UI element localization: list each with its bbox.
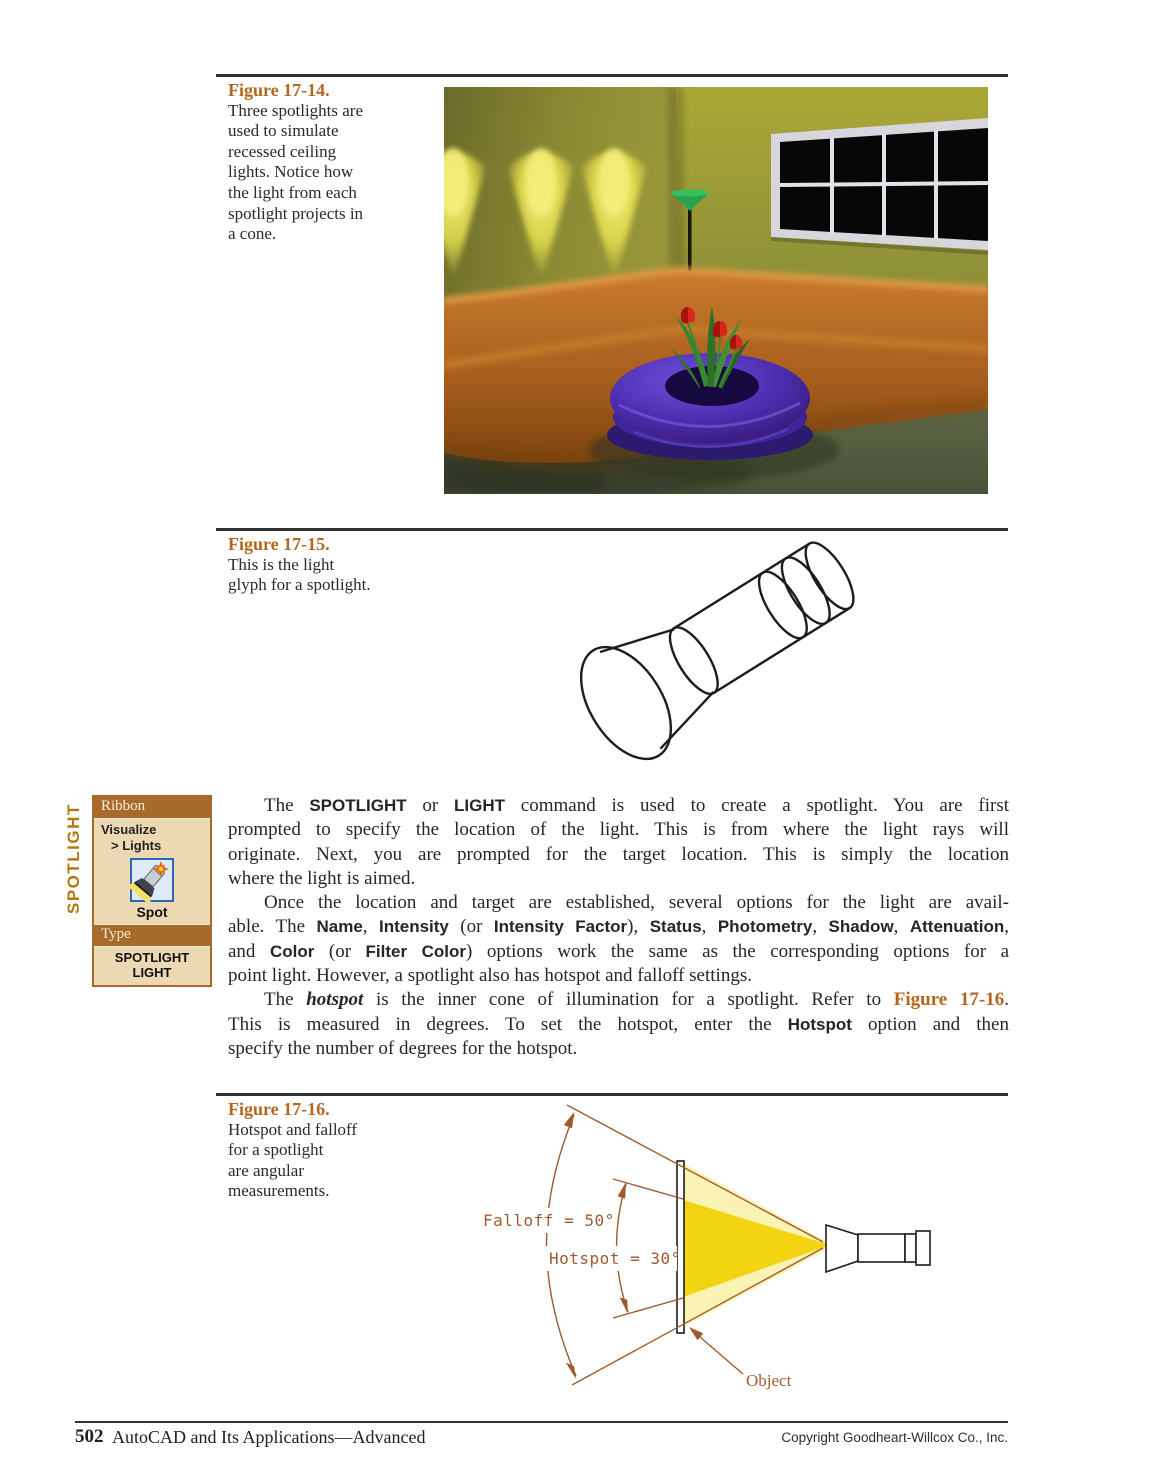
caption-line: measurements.: [228, 1181, 330, 1201]
ribbon-header: Ribbon: [94, 797, 210, 819]
text-segment: or: [406, 795, 455, 816]
hotspot-falloff-diagram: [475, 1095, 1015, 1425]
hotspot-label: Hotspot = 30°: [549, 1249, 681, 1268]
text-segment: The: [264, 795, 310, 816]
body-line: [228, 964, 1009, 988]
body-line: [228, 1013, 1009, 1037]
body-text: [228, 794, 1009, 1061]
caption-line: Hotspot and falloff: [228, 1119, 358, 1139]
body-line: [228, 915, 1009, 939]
body-line: [228, 843, 1009, 867]
caption-line: for a spotlight: [228, 1140, 324, 1160]
text-segment: ),: [627, 916, 650, 938]
caption-line: This is the light: [228, 554, 335, 574]
text-segment: command is used to create a spotlight. You are first: [505, 795, 1009, 816]
ribbon-path-lights: > Lights: [111, 838, 162, 853]
text-segment: specify the number of degrees for the hotspot.: [228, 1037, 578, 1059]
spotlight-glyph-drawing: [565, 533, 895, 778]
caption-line: LIGHT: [132, 965, 172, 980]
text-segment: able. The: [228, 916, 317, 938]
text-segment: ,: [362, 916, 379, 938]
caption-line: spotlight projects in: [228, 203, 364, 223]
object-plane: [677, 1161, 684, 1333]
spotlight-symbol: [826, 1225, 930, 1272]
figure-17-15-caption: [228, 534, 443, 596]
type-command-lines: [94, 947, 210, 985]
text-segment: and: [228, 940, 270, 962]
figure-17-15-caption-lines: [228, 555, 443, 596]
text-segment: prompted to specify the location of the light. This is from where the light rays will: [228, 819, 1009, 841]
body-line: [228, 867, 1009, 891]
body-line: [228, 940, 1009, 964]
command-reference-box: [92, 795, 212, 987]
ribbon-path-visualize: Visualize: [101, 822, 157, 837]
body-line: [228, 794, 1009, 818]
text-segment: point light. However, a spotlight also has hotspot and falloff settings.: [228, 965, 752, 987]
text-segment: ) options work the same as the corresponding options for a: [465, 940, 1010, 962]
body-line: [228, 988, 1009, 1012]
copyright-notice: Copyright Goodheart-Willcox Co., Inc.: [781, 1430, 1008, 1445]
text-segment: is the inner cone of illumination for a spotlight. Refer to: [363, 989, 894, 1011]
caption-line: glyph for a spotlight.: [228, 575, 371, 595]
body-line: [228, 1037, 1009, 1061]
text-segment: Figure 17-16: [893, 989, 1005, 1011]
caption-line: used to simulate: [228, 121, 339, 141]
figure-17-15-label: Figure 17-15.: [228, 534, 330, 554]
spot-tool-label: Spot: [136, 904, 168, 920]
text-segment: The: [264, 989, 307, 1011]
caption-line: SPOTLIGHT: [114, 950, 190, 965]
text-segment: ,: [893, 916, 910, 938]
text-segment: ,: [1004, 916, 1010, 938]
figure-17-15-rule: [216, 528, 1008, 531]
text-segment: Shadow: [828, 917, 894, 937]
text-segment: Hotspot: [787, 1014, 852, 1034]
spot-tool-button[interactable]: [130, 858, 174, 902]
spot-flashlight-icon: [130, 858, 174, 902]
body-line: [228, 818, 1009, 842]
caption-line: recessed ceiling: [228, 141, 337, 161]
body-line: [228, 891, 1009, 915]
text-segment: Status: [649, 917, 702, 937]
figure-17-16-label: Figure 17-16.: [228, 1099, 330, 1119]
text-segment: (or: [448, 916, 494, 938]
text-segment: Filter Color: [365, 941, 466, 961]
text-segment: .: [1004, 989, 1009, 1011]
text-segment: ,: [701, 916, 718, 938]
text-segment: LIGHT: [454, 796, 506, 815]
text-segment: SPOTLIGHT: [309, 796, 407, 815]
text-segment: option and then: [851, 1013, 1009, 1035]
text-segment: ,: [812, 916, 829, 938]
figure-17-14-caption-lines: [228, 101, 443, 245]
object-label: Object: [746, 1371, 792, 1390]
ribbon-body: [94, 819, 210, 924]
caption-line: a cone.: [228, 224, 277, 244]
text-segment: Intensity Factor: [493, 917, 628, 937]
caption-line: Three spotlights are: [228, 100, 364, 120]
text-segment: hotspot: [306, 989, 364, 1011]
room-render-figure: [444, 87, 988, 494]
text-segment: originate. Next, you are prompted for the target location. This is simply the location: [228, 843, 1009, 865]
falloff-label: Falloff = 50°: [483, 1211, 615, 1230]
text-segment: Color: [269, 941, 315, 961]
caption-line: the light from each: [228, 182, 357, 202]
text-segment: This is measured in degrees. To set the hotspot, enter the: [228, 1013, 788, 1035]
figure-17-14-rule: [216, 74, 1008, 77]
text-segment: Name: [316, 917, 363, 937]
sidebar-vertical-label: SPOTLIGHT: [64, 803, 83, 914]
text-segment: Photometry: [717, 917, 813, 937]
type-header: Type: [94, 924, 210, 947]
footer-rule: [75, 1421, 1008, 1423]
figure-17-16-caption-lines: [228, 1120, 443, 1202]
text-segment: Once the location and target are established, several options for the light are avail-: [264, 892, 1009, 914]
caption-line: are angular: [228, 1160, 304, 1180]
figure-17-16-caption: [228, 1099, 443, 1202]
text-segment: where the light is aimed.: [228, 867, 416, 889]
figure-17-14-caption: [228, 80, 443, 245]
caption-line: lights. Notice how: [228, 162, 354, 182]
page-number: 502: [75, 1426, 104, 1447]
text-segment: (or: [314, 940, 366, 962]
book-title: AutoCAD and Its Applications—Advanced: [112, 1427, 426, 1447]
window: [771, 118, 988, 253]
text-segment: Attenuation: [909, 917, 1005, 937]
text-segment: Intensity: [378, 917, 449, 937]
figure-17-14-label: Figure 17-14.: [228, 80, 330, 100]
